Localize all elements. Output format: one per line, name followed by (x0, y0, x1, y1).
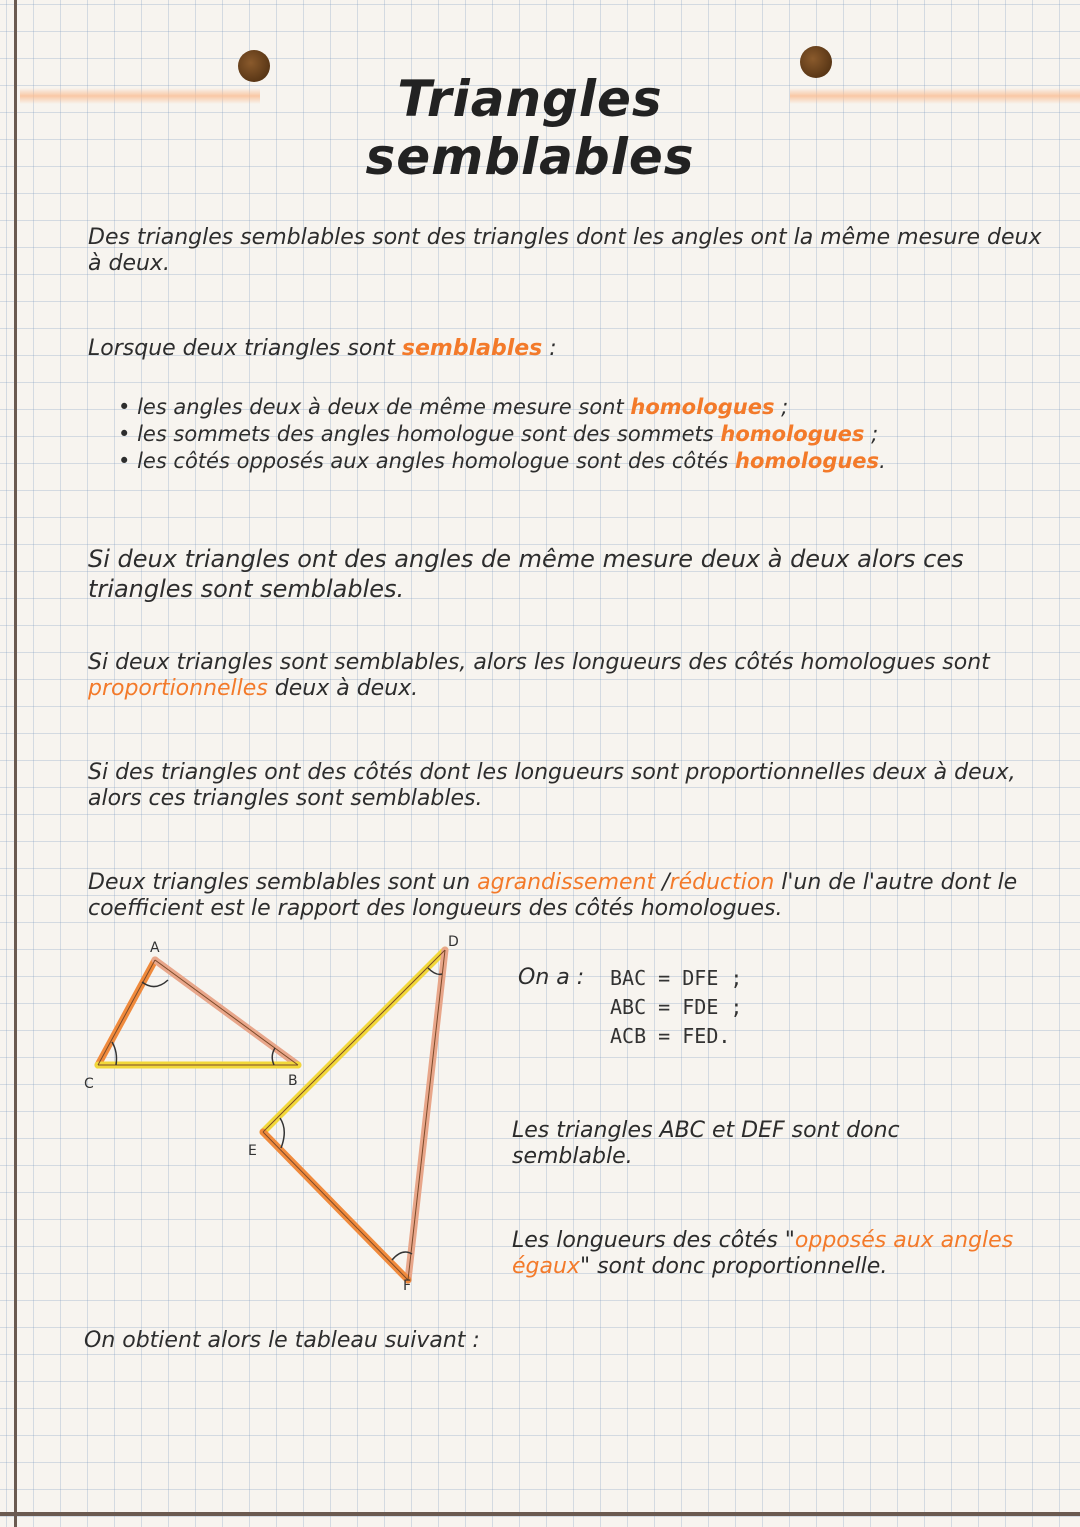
definition: Des triangles semblables sont des triangles dont les angles ont la même mesure deux à deux. (88, 225, 1042, 276)
bottom-line (0, 1512, 1080, 1516)
title-band-left (20, 88, 260, 104)
property-4-highlight-1: agrandissement (477, 870, 656, 895)
triangles-figure (70, 930, 490, 1290)
edge-ef (263, 1132, 408, 1280)
equality-3: ACB = FED. (610, 1024, 731, 1048)
angle-mark-e (280, 1118, 284, 1148)
list-item-highlight: homologues (630, 395, 775, 419)
property-2-end: deux à deux. (267, 676, 419, 701)
margin-line (14, 0, 17, 1527)
edge-de (263, 950, 445, 1132)
vertex-c: C (84, 1076, 94, 1092)
homologues-list (118, 394, 1018, 475)
property-4 (88, 870, 1028, 922)
conclusion-text: Les longueurs des côtés " (512, 1228, 795, 1253)
conclusion-highlight-2: angles égaux (512, 1228, 1014, 1279)
final-line: On obtient alors le tableau suivant : (84, 1328, 480, 1353)
list-item-end: ; (864, 422, 879, 446)
intro-highlight: semblables (401, 336, 543, 361)
list-item-highlight: homologues (720, 422, 865, 446)
edge-ab (155, 960, 298, 1065)
list-item-text: les angles deux à deux de même mesure sont (137, 395, 631, 419)
vertex-b: B (288, 1073, 298, 1089)
list-item-text: les côtés opposés aux angles homologue sont des côtés (137, 449, 736, 473)
conclusion-highlight-1: opposés aux (794, 1228, 934, 1253)
property-2-highlight: proportionnelles (88, 676, 268, 701)
property-2-text: Si deux triangles sont semblables, alors les longueurs des côtés homologues sont (88, 650, 990, 675)
vertex-f: F (403, 1278, 412, 1290)
property-4-mid: / (655, 870, 670, 895)
vertex-e: E (248, 1143, 257, 1159)
property-4-highlight-2: réduction (669, 870, 775, 895)
equality-2: ABC = FDE ; (610, 995, 743, 1019)
vertex-a: A (150, 940, 160, 956)
on-a-label: On a : (518, 965, 585, 990)
list-item (118, 448, 1018, 475)
edge-df (408, 950, 445, 1280)
list-item-end: . (879, 449, 886, 473)
conclusion-proportional (512, 1228, 1072, 1280)
list-item-end: ; (774, 395, 789, 419)
equality-1: BAC = DFE ; (610, 966, 743, 990)
list-item-highlight: homologues (735, 449, 880, 473)
edge-ac (98, 960, 155, 1065)
conclusion-similar: Les triangles ABC et DEF sont donc semblable. (512, 1118, 900, 1169)
intro-before: Lorsque deux triangles sont (88, 336, 402, 361)
list-item (118, 394, 1018, 421)
page-title: Triangles semblables (365, 70, 695, 186)
list-item (118, 421, 1018, 448)
property-4-text: Deux triangles semblables sont un (88, 870, 478, 895)
conclusion-space (934, 1228, 941, 1253)
property-3: Si des triangles ont des côtés dont les longueurs sont proportionnelles deux à deux, alors ces triangles sont semblables. (88, 760, 1016, 811)
title-band-right (790, 88, 1080, 104)
list-item-text: les sommets des angles homologue sont des sommets (137, 422, 721, 446)
conclusion-end: " sont donc proportionnelle. (579, 1254, 888, 1279)
property-4-end: l'un de l'autre dont le coefficient est le rapport des longueurs des côtés homologues. (88, 870, 1018, 921)
intro-line (88, 336, 988, 362)
property-2 (88, 650, 1008, 702)
vertex-d: D (448, 934, 459, 950)
intro-after: : (542, 336, 557, 361)
property-1: Si deux triangles ont des angles de même mesure deux à deux alors ces triangles sont semblables. (88, 545, 964, 603)
